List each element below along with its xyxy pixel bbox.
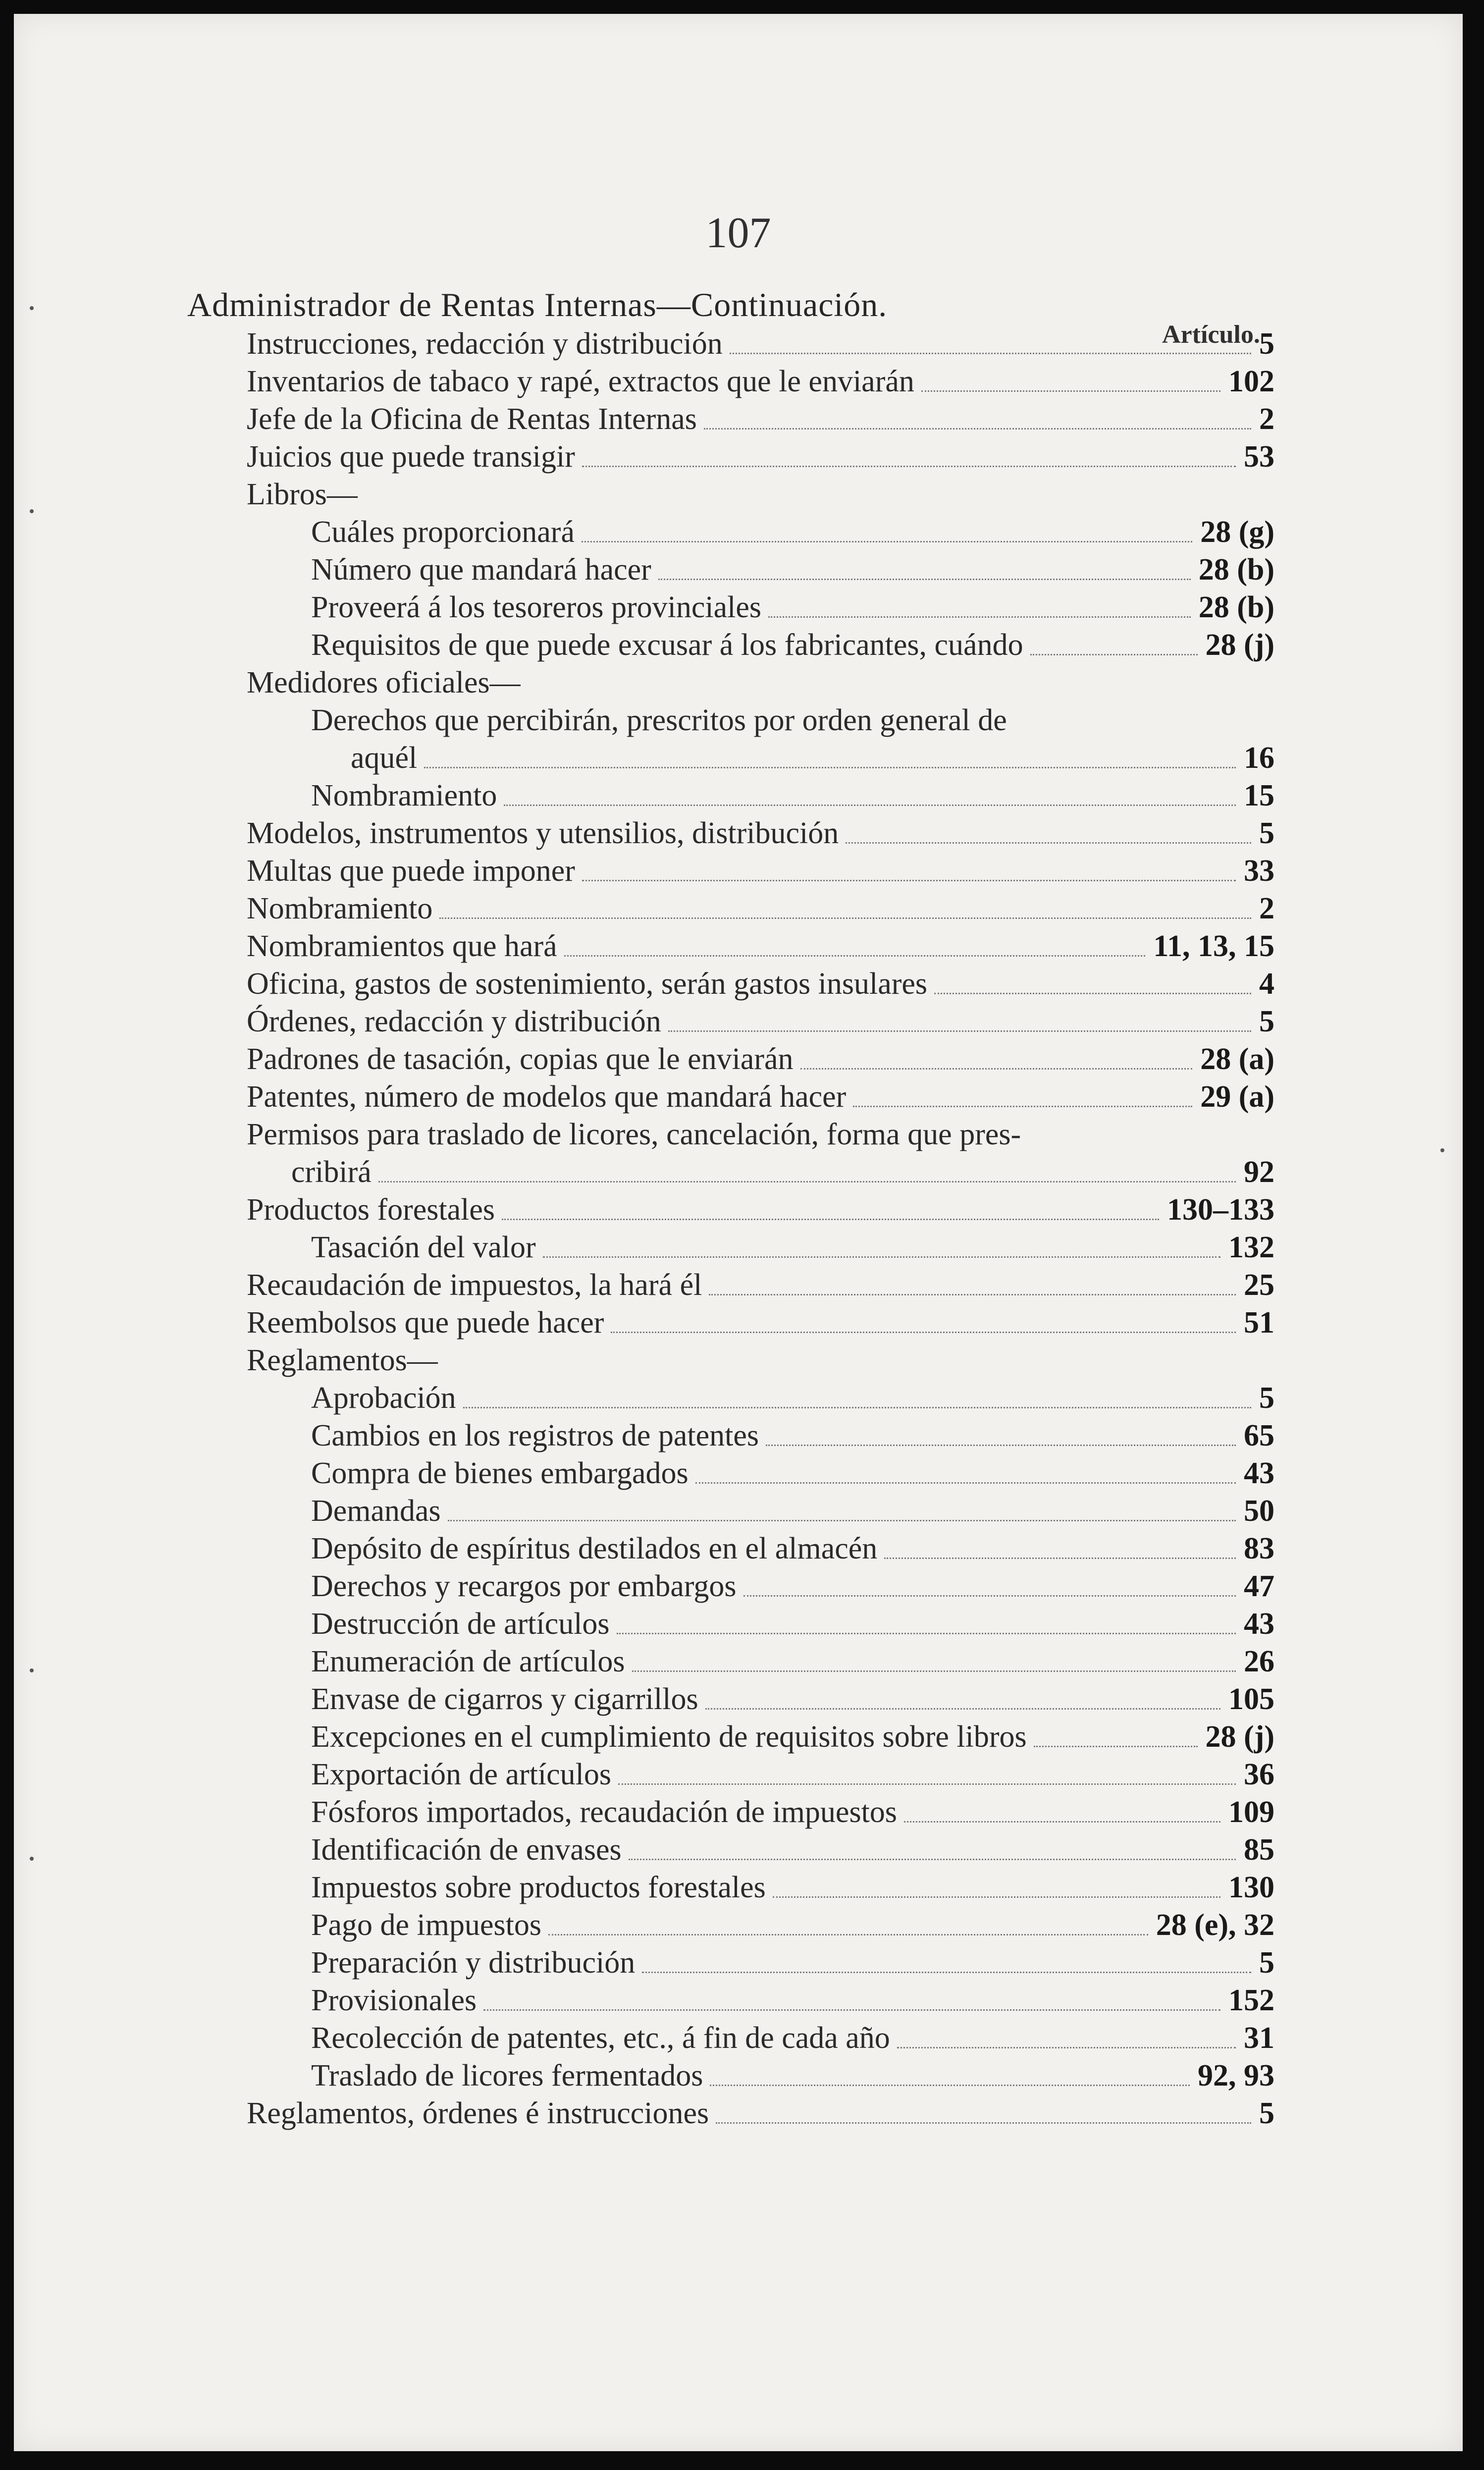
article-reference: 28 (j) — [1205, 628, 1274, 662]
book-page — [14, 14, 1463, 2451]
leader-dots — [611, 1332, 1236, 1333]
leader-dots — [768, 616, 1191, 618]
leader-dots — [716, 2122, 1251, 2124]
index-entry — [14, 1417, 1463, 1454]
index-entry — [14, 777, 1463, 814]
index-entry — [14, 513, 1463, 551]
entry-text: Órdenes, redacción y distribución — [247, 1005, 661, 1038]
leader-dots — [904, 1821, 1220, 1823]
index-entry — [14, 1906, 1463, 1944]
index-entry — [14, 400, 1463, 438]
index-entry — [14, 363, 1463, 400]
entry-text: Padrones de tasación, copias que le enviarán — [247, 1042, 794, 1076]
leader-dots — [543, 1256, 1220, 1258]
leader-dots — [658, 579, 1191, 580]
index-entry — [14, 1003, 1463, 1040]
index-entry — [14, 1605, 1463, 1643]
article-reference: 5 — [1259, 1381, 1274, 1415]
leader-dots — [582, 466, 1236, 467]
index-entry — [14, 2094, 1463, 2132]
entry-text: Pago de impuestos — [311, 1908, 541, 1942]
leader-dots — [921, 390, 1220, 392]
index-entry — [14, 1078, 1463, 1116]
entry-text: Nombramiento — [247, 892, 433, 925]
entry-text: Reembolsos que puede hacer — [247, 1306, 604, 1340]
index-entry — [14, 1831, 1463, 1869]
article-reference: 25 — [1244, 1268, 1274, 1302]
entry-text: Medidores oficiales— — [247, 666, 521, 699]
entry-text: Fósforos importados, recaudación de impuestos — [311, 1795, 897, 1829]
article-reference: 105 — [1228, 1682, 1274, 1716]
index-entry — [14, 1982, 1463, 2019]
entry-text: Recolección de patentes, etc., á fin de cada año — [311, 2021, 890, 2055]
leader-dots — [846, 842, 1251, 844]
entry-text: Exportación de artículos — [311, 1758, 612, 1791]
entry-text: Jefe de la Oficina de Rentas Internas — [247, 402, 697, 436]
article-reference: 83 — [1244, 1532, 1274, 1565]
article-reference: 15 — [1244, 779, 1274, 812]
index-entry — [14, 2057, 1463, 2094]
index-entry — [14, 1718, 1463, 1756]
index-entry — [14, 626, 1463, 664]
article-reference: 132 — [1228, 1231, 1274, 1264]
entry-text: Patentes, número de modelos que mandará hacer — [247, 1080, 847, 1114]
index-entry — [14, 1342, 1463, 1379]
leader-dots — [743, 1595, 1236, 1597]
entry-text: Reglamentos, órdenes é instrucciones — [247, 2096, 709, 2130]
article-reference: 28 (b) — [1198, 553, 1274, 587]
index-entry — [14, 1756, 1463, 1793]
entry-text: Permisos para traslado de licores, cancelación, forma que pres- — [247, 1118, 1021, 1151]
index-entry — [14, 589, 1463, 626]
article-reference: 65 — [1244, 1419, 1274, 1452]
leader-dots — [800, 1068, 1192, 1070]
margin-dot — [30, 1668, 34, 1672]
article-reference: 92 — [1244, 1155, 1274, 1189]
article-reference: 28 (e), 32 — [1156, 1908, 1274, 1942]
article-reference: 152 — [1228, 1984, 1274, 2017]
entry-text: Demandas — [311, 1494, 441, 1528]
index-entry — [14, 1116, 1463, 1191]
margin-dot — [30, 1857, 34, 1861]
leader-dots — [897, 2047, 1236, 2048]
page-number: 107 — [705, 209, 771, 257]
leader-dots — [629, 1859, 1236, 1860]
article-reference: 36 — [1244, 1758, 1274, 1791]
article-reference: 28 (g) — [1200, 515, 1274, 549]
leader-dots — [853, 1106, 1192, 1107]
leader-dots — [439, 917, 1251, 919]
entry-text: Reglamentos— — [247, 1343, 438, 1377]
index-entry — [14, 1567, 1463, 1605]
leader-dots — [632, 1670, 1236, 1672]
index-entry — [14, 1793, 1463, 1831]
index-entry — [14, 965, 1463, 1003]
leader-dots — [617, 1633, 1236, 1634]
index-entry — [14, 664, 1463, 701]
entry-text: Preparación y distribución — [311, 1946, 636, 1980]
leader-dots — [709, 1294, 1236, 1295]
entry-text: Inventarios de tabaco y rapé, extractos que le enviarán — [247, 365, 914, 398]
leader-dots — [582, 541, 1192, 542]
index-entries — [14, 325, 1463, 2132]
article-reference: 2 — [1259, 402, 1274, 436]
article-reference: 5 — [1259, 1005, 1274, 1038]
article-reference: 28 (j) — [1205, 1720, 1274, 1754]
index-entry — [14, 1643, 1463, 1680]
index-entry — [14, 890, 1463, 927]
entry-text: Derechos y recargos por embargos — [311, 1569, 737, 1603]
entry-text: Provisionales — [311, 1984, 477, 2017]
article-reference: 43 — [1244, 1456, 1274, 1490]
index-entry — [14, 476, 1463, 513]
entry-text: Juicios que puede transigir — [247, 440, 575, 474]
article-reference: 4 — [1259, 967, 1274, 1001]
leader-dots — [705, 1708, 1220, 1710]
index-entry — [14, 1869, 1463, 1906]
column-label: Artículo. — [1162, 321, 1260, 349]
leader-dots — [884, 1557, 1236, 1559]
article-reference: 130 — [1228, 1871, 1274, 1904]
leader-dots — [766, 1445, 1236, 1446]
entry-text: Proveerá á los tesoreros provinciales — [311, 591, 762, 624]
leader-dots — [642, 1972, 1251, 1973]
index-entry — [14, 1530, 1463, 1567]
index-entry — [14, 1040, 1463, 1078]
index-entry — [14, 1680, 1463, 1718]
leader-dots — [730, 353, 1251, 354]
leader-dots — [502, 1219, 1159, 1220]
index-entry — [14, 852, 1463, 890]
index-entry — [14, 438, 1463, 476]
article-reference: 5 — [1259, 2096, 1274, 2130]
entry-text-continuation: cribirá — [291, 1155, 371, 1189]
entry-text: Número que mandará hacer — [311, 553, 651, 587]
article-reference: 53 — [1244, 440, 1274, 474]
entry-text: Instrucciones, redacción y distribución — [247, 327, 723, 361]
article-reference: 2 — [1259, 892, 1274, 925]
article-reference: 51 — [1244, 1306, 1274, 1340]
leader-dots — [463, 1407, 1251, 1408]
entry-text: Oficina, gastos de sostenimiento, serán gastos insulares — [247, 967, 928, 1001]
leader-dots — [483, 2009, 1220, 2011]
leader-dots — [564, 955, 1145, 957]
article-reference: 11, 13, 15 — [1153, 929, 1274, 963]
entry-text: Nombramiento — [311, 779, 497, 812]
leader-dots — [618, 1783, 1236, 1785]
index-entry — [14, 1304, 1463, 1342]
article-reference: 29 (a) — [1200, 1080, 1274, 1114]
index-entry — [14, 1454, 1463, 1492]
article-reference: 130–133 — [1167, 1193, 1274, 1227]
index-entry — [14, 927, 1463, 965]
index-entry — [14, 1379, 1463, 1417]
article-reference: 28 (b) — [1198, 591, 1274, 624]
leader-dots — [1030, 654, 1198, 655]
leader-dots — [1034, 1746, 1198, 1747]
article-reference: 50 — [1244, 1494, 1274, 1528]
entry-text: Libros— — [247, 478, 358, 511]
article-reference: 5 — [1259, 1946, 1274, 1980]
leader-dots — [695, 1482, 1236, 1484]
index-entry — [14, 1492, 1463, 1530]
article-reference: 109 — [1228, 1795, 1274, 1829]
index-entry — [14, 325, 1463, 363]
article-reference: 26 — [1244, 1645, 1274, 1678]
index-entry — [14, 1266, 1463, 1304]
margin-dot — [30, 509, 34, 513]
entry-text: Destrucción de artículos — [311, 1607, 610, 1641]
index-entry — [14, 1191, 1463, 1229]
article-reference: 102 — [1228, 365, 1274, 398]
leader-dots — [504, 805, 1236, 806]
index-entry — [14, 1944, 1463, 1982]
entry-text: Envase de cigarros y cigarrillos — [311, 1682, 698, 1716]
index-entry — [14, 701, 1463, 777]
entry-text: Compra de bienes embargados — [311, 1456, 689, 1490]
entry-text: Nombramientos que hará — [247, 929, 557, 963]
index-entry — [14, 1229, 1463, 1266]
article-reference: 5 — [1259, 816, 1274, 850]
article-reference: 47 — [1244, 1569, 1274, 1603]
leader-dots — [582, 880, 1236, 881]
entry-text: Depósito de espíritus destilados en el almacén — [311, 1532, 878, 1565]
entry-text: Recaudación de impuestos, la hará él — [247, 1268, 702, 1302]
entry-text: Traslado de licores fermentados — [311, 2059, 703, 2093]
entry-text: Cuáles proporcionará — [311, 515, 575, 549]
article-reference: 28 (a) — [1200, 1042, 1274, 1076]
leader-dots — [424, 767, 1236, 768]
entry-text-continuation: aquél — [351, 741, 418, 775]
entry-text: Productos forestales — [247, 1193, 495, 1227]
article-reference: 16 — [1244, 741, 1274, 775]
article-reference: 92, 93 — [1198, 2059, 1274, 2093]
margin-dot — [30, 306, 34, 310]
entry-text: Aprobación — [311, 1381, 456, 1415]
index-entry — [14, 2019, 1463, 2057]
article-reference: 31 — [1244, 2021, 1274, 2055]
article-reference: 33 — [1244, 854, 1274, 888]
index-entry — [14, 814, 1463, 852]
leader-dots — [710, 2085, 1190, 2086]
leader-dots — [704, 428, 1251, 430]
entry-text: Modelos, instrumentos y utensilios, distribución — [247, 816, 839, 850]
section-heading: Administrador de Rentas Internas—Continuación. — [187, 286, 888, 323]
entry-text: Impuestos sobre productos forestales — [311, 1871, 766, 1904]
margin-dot — [1440, 1148, 1444, 1152]
index-entry — [14, 551, 1463, 589]
entry-text: Requisitos de que puede excusar á los fabricantes, cuándo — [311, 628, 1023, 662]
entry-text: Tasación del valor — [311, 1231, 536, 1264]
leader-dots — [668, 1030, 1251, 1032]
leader-dots — [548, 1934, 1148, 1935]
leader-dots — [773, 1896, 1220, 1898]
entry-text: Identificación de envases — [311, 1833, 622, 1867]
entry-text: Derechos que percibirán, prescritos por orden general de — [311, 703, 1007, 737]
entry-text: Enumeración de artículos — [311, 1645, 625, 1678]
entry-text: Excepciones en el cumplimiento de requisitos sobre libros — [311, 1720, 1027, 1754]
article-reference: 5 — [1259, 327, 1274, 361]
entry-text: Cambios en los registros de patentes — [311, 1419, 759, 1452]
entry-text: Multas que puede imponer — [247, 854, 575, 888]
article-reference: 43 — [1244, 1607, 1274, 1641]
leader-dots — [448, 1520, 1236, 1521]
leader-dots — [934, 993, 1251, 994]
leader-dots — [378, 1181, 1236, 1182]
article-reference: 85 — [1244, 1833, 1274, 1867]
